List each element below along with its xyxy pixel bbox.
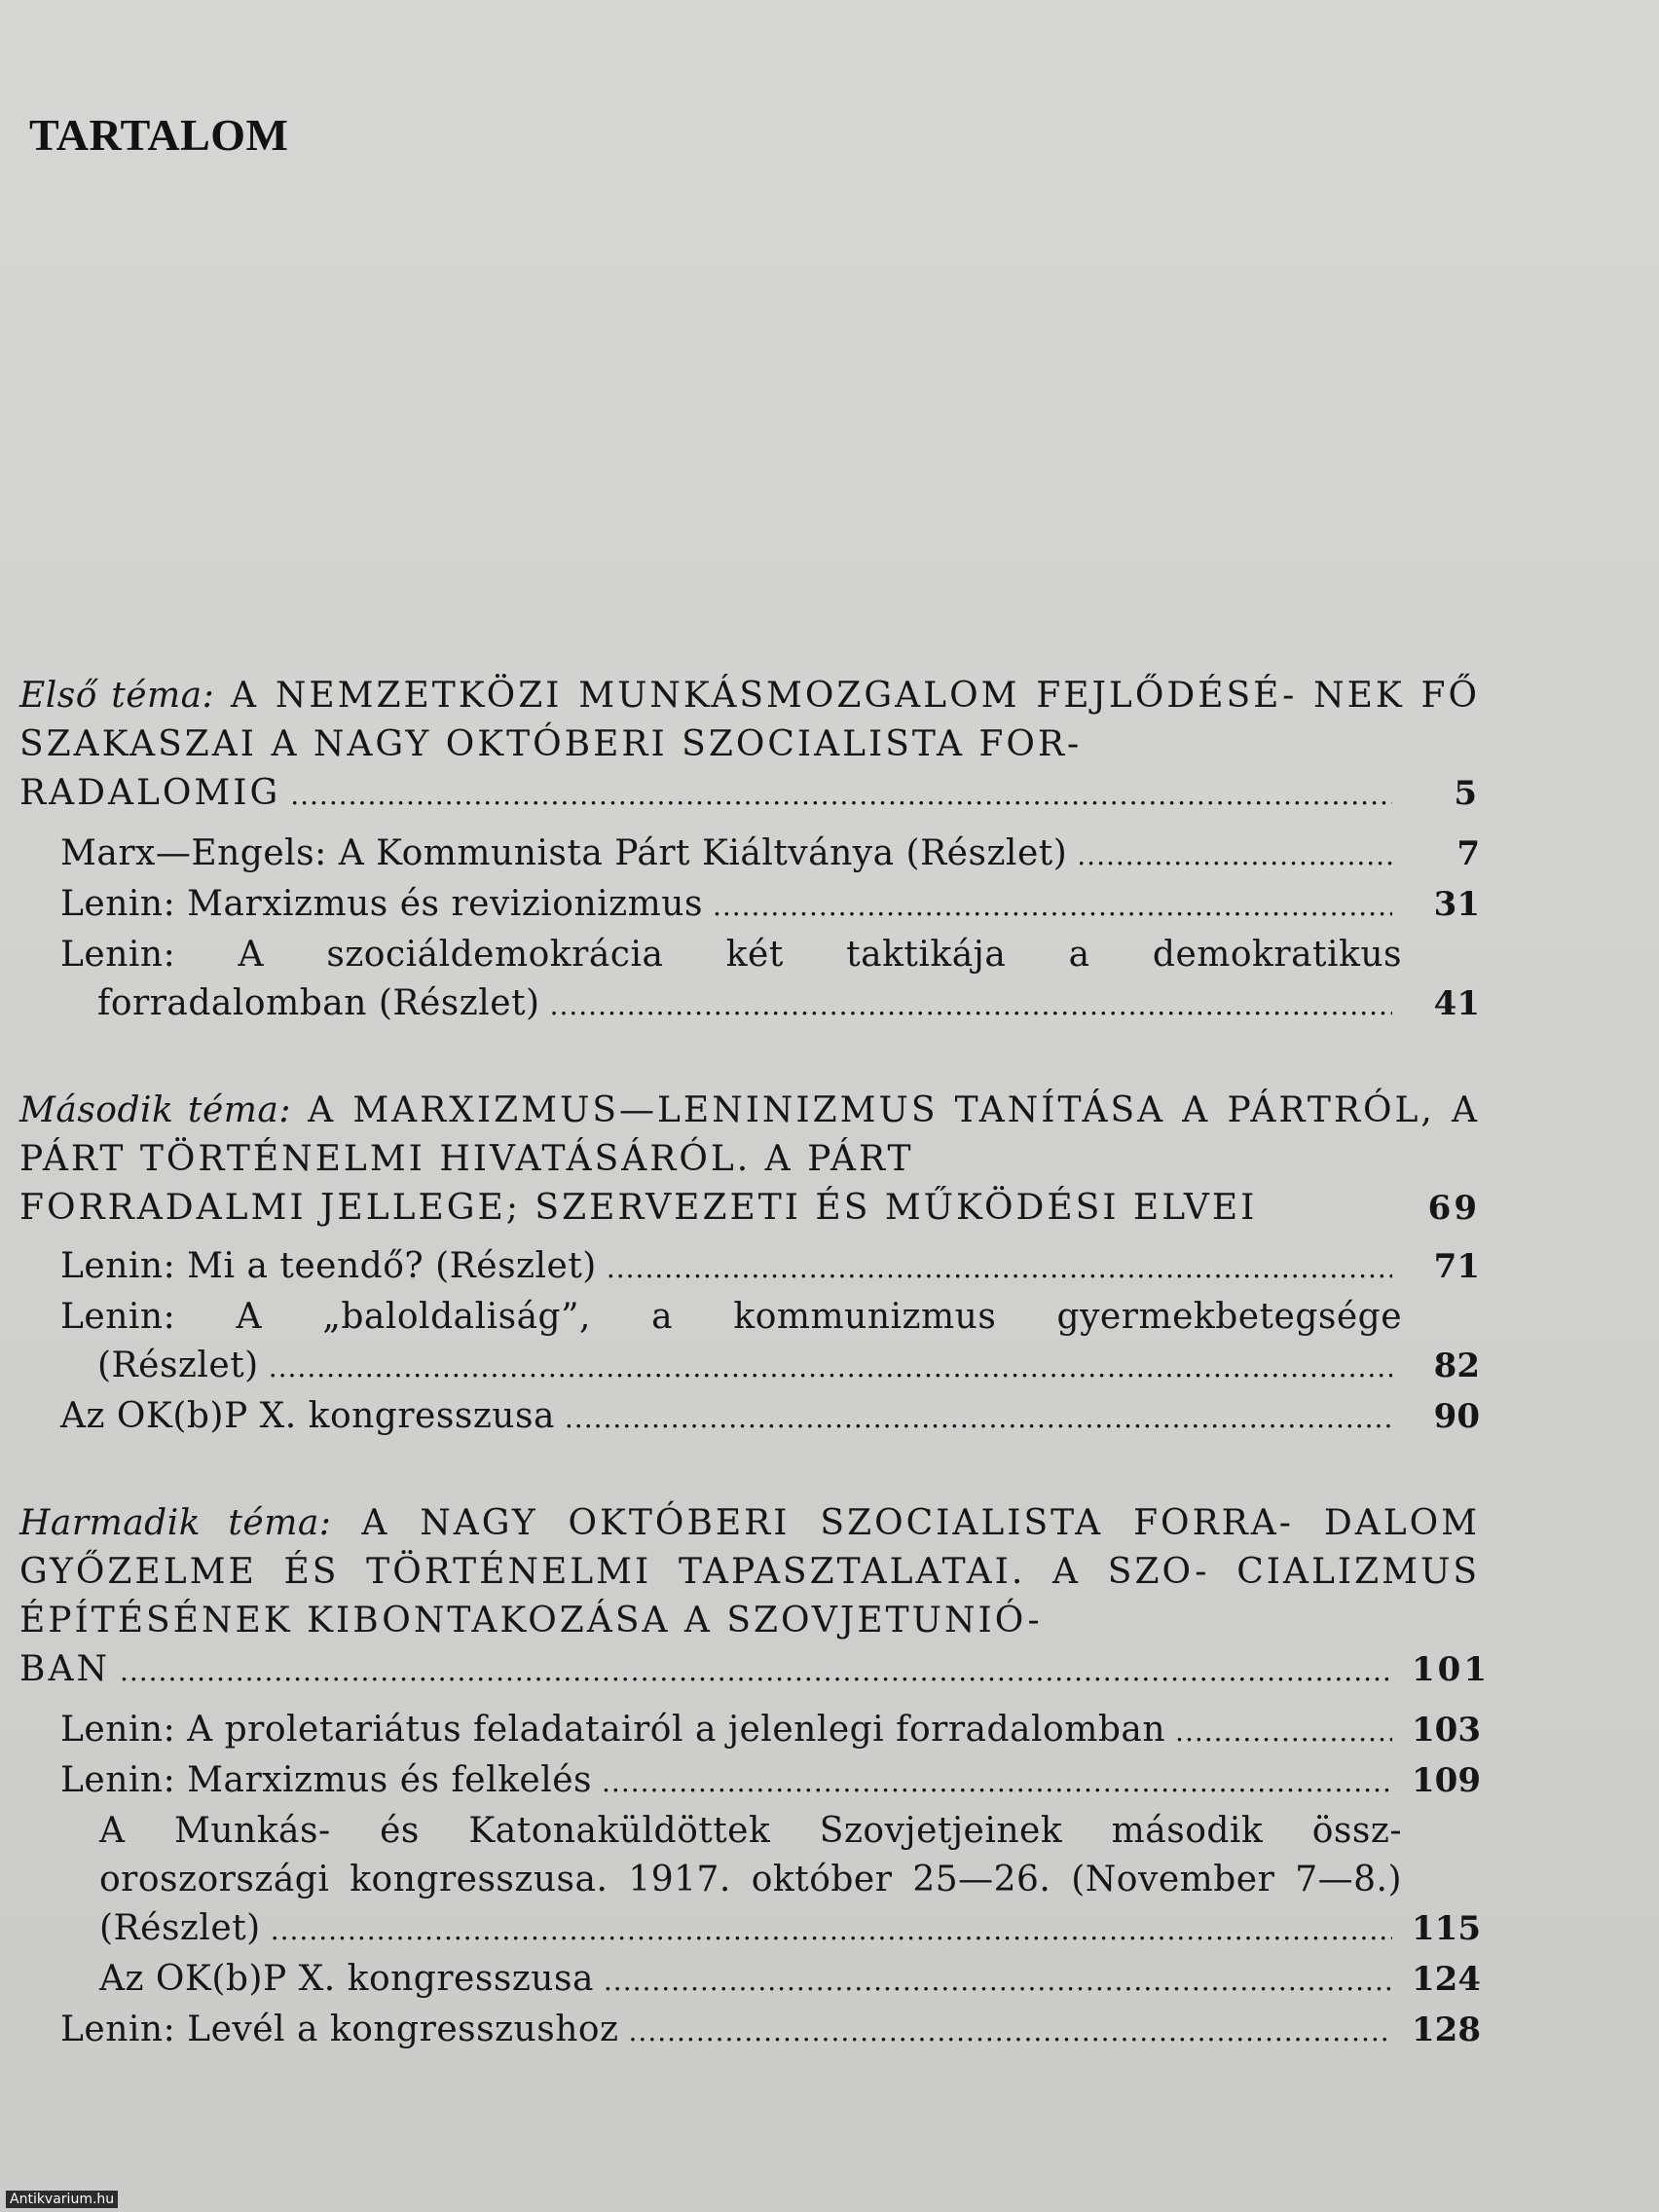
entry-list: [19, 1242, 1480, 1443]
section-title-last-line: [19, 1645, 1490, 1696]
toc-entry: [19, 830, 1480, 880]
page-number: 109: [1412, 1761, 1481, 1800]
section-title-line: A MARXIZMUS—LENINIZMUS TANÍTÁSA: [308, 1090, 1166, 1130]
section-title: [19, 1499, 1480, 1645]
entry-title: Lenin: Marxizmus és revizionizmus: [60, 884, 703, 924]
dot-leader: [269, 1344, 1392, 1392]
entry-title: Lenin: Marxizmus és felkelés: [60, 1760, 593, 1800]
dot-leader: [120, 1647, 1392, 1696]
toc-entry: [19, 931, 1480, 1030]
page-heading: TARTALOM: [29, 110, 289, 160]
section-title-line: A NEMZETKÖZI MUNKÁSMOZGALOM FEJLŐDÉSÉ-: [231, 676, 1298, 716]
dot-leader: [290, 771, 1392, 820]
dot-leader: [1077, 831, 1392, 880]
section-title-line: NEK FŐ SZAKASZAI A NAGY OKTÓBERI SZOCIALISTA FOR-: [19, 676, 1481, 764]
entry-title-line: Lenin: A „baloldaliság”, a kommunizmus gyermekbetegsége: [60, 1297, 1402, 1337]
entry-title: Lenin: Mi a teendő? (Részlet): [60, 1246, 597, 1286]
entry-title-line: oroszországi kongresszusa. 1917. október 25—26. (November 7—8.): [99, 1860, 1402, 1899]
dot-leader: [604, 1957, 1392, 2006]
entry-title: (Részlet): [99, 1908, 261, 1948]
section-title-line: DALOM GYŐZELME ÉS TÖRTÉNELMI TAPASZTALATAI. A SZO-: [19, 1503, 1481, 1592]
section-title: [19, 672, 1480, 769]
entry-title: Az OK(b)P X. kongresszusa: [60, 1396, 555, 1436]
dot-leader: [602, 1758, 1392, 1807]
section-title: [19, 1087, 1480, 1184]
page-number: 101: [1412, 1650, 1490, 1689]
toc-entry: [19, 1242, 1480, 1293]
section-title-line: RADALOMIG: [19, 773, 281, 813]
section-title-line: A NAGY OKTÓBERI SZOCIALISTA FORRA-: [361, 1503, 1294, 1543]
dot-leader: [713, 882, 1392, 931]
entry-title: Marx—Engels: A Kommunista Párt Kiáltványa (Részlet): [60, 833, 1068, 873]
toc-entry: [19, 1756, 1480, 1807]
watermark: Antikvarium.hu: [6, 2191, 118, 2208]
page-number: 90: [1433, 1397, 1480, 1436]
toc-entry: [19, 1955, 1480, 2006]
toc-entry: [19, 1807, 1480, 1955]
section-label: Harmadik téma:: [19, 1503, 332, 1543]
page-number: 82: [1433, 1346, 1480, 1385]
entry-title: (Részlet): [97, 1346, 259, 1385]
entry-list: [19, 830, 1480, 1030]
toc-entry: [19, 1293, 1480, 1392]
page-number: 115: [1412, 1909, 1481, 1948]
dot-leader: [629, 2008, 1392, 2056]
entry-title-line: A Munkás- és Katonaküldöttek Szovjetjeinek második össz-: [99, 1811, 1402, 1851]
section-title-line: FORRADALMI JELLEGE; SZERVEZETI ÉS MŰKÖDÉSI ELVEI: [19, 1188, 1258, 1228]
toc-entry: [19, 880, 1480, 931]
section-title-line: BAN: [19, 1649, 110, 1689]
toc-section: [19, 672, 1480, 1030]
dot-leader: [607, 1244, 1392, 1293]
section-title-line: CIALIZMUS ÉPÍTÉSÉNEK KIBONTAKOZÁSA A SZOVJETUNIÓ-: [19, 1552, 1480, 1641]
toc-entry: [19, 1706, 1480, 1756]
dot-leader: [1175, 1708, 1392, 1756]
dot-leader: [565, 1394, 1392, 1443]
toc-section: [19, 1087, 1480, 1443]
page-number: 7: [1456, 834, 1480, 873]
toc-entry: [19, 1392, 1480, 1443]
section-label: Második téma:: [19, 1090, 292, 1130]
dot-leader: [271, 1906, 1392, 1955]
entry-title: Az OK(b)P X. kongresszusa: [99, 1959, 594, 1999]
page-number: 71: [1433, 1247, 1480, 1286]
page-number: 5: [1454, 774, 1480, 813]
page-number: 41: [1433, 984, 1480, 1023]
table-of-contents: [19, 672, 1490, 2113]
entry-title: Lenin: A proletariátus feladatairól a jelenlegi forradalomban: [60, 1710, 1166, 1750]
page-number: 124: [1412, 1960, 1481, 1999]
page-number: 128: [1412, 2010, 1481, 2049]
toc-entry: [19, 2006, 1480, 2056]
dot-leader: [550, 981, 1392, 1030]
entry-list: [19, 1706, 1480, 2056]
section-title-line: A PÁRTRÓL, A PÁRT TÖRTÉNELMI HIVATÁSÁRÓL. A PÁRT: [19, 1090, 1480, 1179]
page-number: 69: [1427, 1189, 1480, 1228]
section-title-last-line: [19, 1184, 1480, 1233]
page-number: 31: [1433, 885, 1480, 924]
section-title-last-line: [19, 769, 1480, 820]
section-label: Első téma:: [19, 676, 215, 716]
toc-section: [19, 1499, 1490, 2056]
entry-title: forradalomban (Részlet): [97, 983, 540, 1023]
entry-title: Lenin: Levél a kongresszushoz: [60, 2009, 619, 2049]
entry-title-line: Lenin: A szociáldemokrácia két taktikája a demokratikus: [60, 935, 1402, 975]
page-number: 103: [1412, 1711, 1481, 1750]
